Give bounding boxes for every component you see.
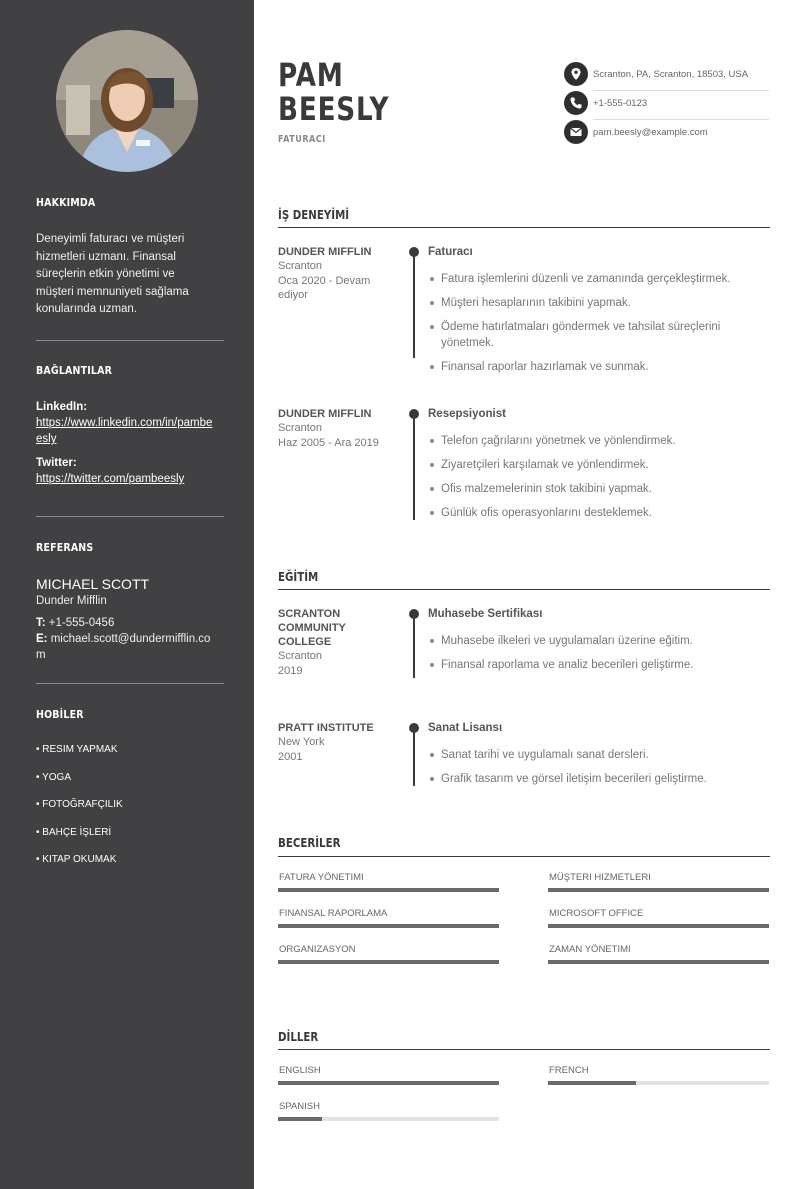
language-bar (548, 1081, 769, 1085)
level-fill (548, 924, 769, 928)
experience-entry (428, 245, 768, 383)
job-location: Scranton (278, 260, 323, 272)
job-dates: Oca 2020 - Devam ediyor (278, 274, 371, 301)
bullet-item: Muhasebe ilkeleri ve uygulamaları üzerine eğitim. (428, 633, 768, 649)
linkedin-link[interactable]: https://www.linkedin.com/in/pambeesly (36, 417, 213, 445)
job-title: Resepsiyonist (428, 408, 506, 420)
sidebar-divider (36, 683, 224, 684)
language-item (278, 1065, 499, 1085)
bullet-item: Ofis malzemelerinin stok takibini yapmak. (428, 481, 768, 497)
hobby-item: • KITAP OKUMAK (36, 854, 117, 865)
skill-bar (278, 888, 499, 892)
level-fill (278, 924, 499, 928)
location-pin-icon (564, 62, 588, 86)
profile-photo (56, 30, 198, 172)
level-fill (278, 960, 499, 964)
linkedin-label: LinkedIn: (36, 401, 88, 413)
bullet-item: Ziyaretçileri karşılamak ve yönlendirmek. (428, 457, 768, 473)
skill-bar (548, 960, 769, 964)
links-heading: BAĞLANTILAR (36, 364, 113, 377)
reference-heading: REFERANS (36, 541, 94, 554)
contact-phone: +1-555-0123 (564, 91, 769, 120)
hobby-item: • RESIM YAPMAK (36, 744, 118, 755)
skill-label: ZAMAN YÖNETIMI (549, 944, 631, 955)
company-name: DUNDER MIFFLIN (278, 408, 372, 420)
bullet-item: Ödeme hatırlatmaları göndermek ve tahsilat süreçlerini yönetmek. (428, 319, 768, 351)
sidebar (0, 0, 254, 1189)
hobby-item: • FOTOĞRAFÇILIK (36, 799, 123, 810)
skill-label: MICROSOFT OFFICE (549, 908, 644, 919)
bullet-item: Finansal raporlar hazırlamak ve sunmak. (428, 359, 768, 375)
skill-item (278, 908, 499, 928)
skill-bar (278, 924, 499, 928)
timeline-line (413, 414, 415, 520)
school-name: SCRANTON COMMUNITY COLLEGE (278, 608, 346, 648)
education-heading: EĞİTİM (278, 569, 319, 584)
bullet-item: Finansal raporlama ve analiz becerileri geliştirme. (428, 657, 768, 673)
school-name: PRATT INSTITUTE (278, 722, 374, 734)
school-location: New York (278, 736, 325, 748)
level-fill (548, 960, 769, 964)
bullet-item: Sanat tarihi ve uygulamalı sanat dersleri. (428, 747, 768, 763)
job-dates: Haz 2005 - Ara 2019 (278, 436, 379, 449)
reference-name: MICHAEL SCOTT (36, 576, 150, 592)
language-label: SPANISH (279, 1101, 321, 1112)
level-fill (548, 1081, 636, 1085)
bullet-item: Telefon çağrılarını yönetmek ve yönlendirmek. (428, 433, 768, 449)
language-bar (278, 1117, 499, 1121)
skills-heading: BECERİLER (278, 835, 341, 850)
section-rule (278, 589, 770, 590)
level-fill (278, 888, 499, 892)
experience-entry-meta (278, 245, 398, 303)
timeline-line (413, 728, 415, 786)
language-label: ENGLISH (279, 1065, 321, 1076)
education-entry-meta (278, 721, 398, 764)
contact-address: Scranton, PA, Scranton, 18503, USA (564, 62, 769, 91)
language-bar (278, 1081, 499, 1085)
full-name: PAM BEESLY (278, 56, 390, 128)
experience-entry-meta (278, 407, 398, 450)
section-rule (278, 227, 770, 228)
experience-heading: İŞ DENEYİMİ (278, 207, 350, 222)
skill-item (278, 872, 499, 892)
bullet-item: Günlük ofis operasyonlarını desteklemek. (428, 505, 768, 521)
languages-heading: DİLLER (278, 1029, 319, 1044)
level-fill (278, 1117, 322, 1121)
envelope-icon (564, 120, 588, 144)
bullet-item: Fatura işlemlerini düzenli ve zamanında gerçekleştirmek. (428, 271, 768, 287)
about-text: Deneyimli faturacı ve müşteri hizmetleri uzmanı. Finansal süreçlerin etkin yönetimi ve müşteri memnuniyeti sağlama konularında uzman. (36, 233, 189, 315)
twitter-link[interactable]: https://twitter.com/pambeesly (36, 473, 185, 485)
skill-label: FATURA YÖNETIMI (279, 872, 364, 883)
timeline-dot (409, 609, 419, 619)
school-year: 2019 (278, 664, 303, 677)
skill-label: FINANSAL RAPORLAMA (279, 908, 388, 919)
language-item (548, 1065, 769, 1085)
job-title: Faturacı (428, 246, 473, 258)
level-fill (548, 888, 769, 892)
skill-item (548, 908, 769, 928)
hobby-item: • YOGA (36, 771, 71, 783)
degree-title: Sanat Lisansı (428, 722, 503, 734)
reference-email: E: michael.scott@dundermifflin.com (36, 633, 211, 661)
contact-email: pam.beesly@example.com (564, 120, 769, 149)
twitter-label: Twitter: (36, 457, 77, 469)
sidebar-divider (36, 340, 224, 341)
skill-bar (278, 960, 499, 964)
school-location: Scranton (278, 650, 323, 662)
timeline-dot (409, 723, 419, 733)
section-rule (278, 1049, 770, 1050)
hobbies-heading: HOBİLER (36, 708, 84, 721)
degree-title: Muhasebe Sertifikası (428, 608, 543, 620)
hobby-item: • BAHÇE İŞLERİ (36, 826, 112, 838)
skill-label: ORGANIZASYON (279, 944, 356, 955)
school-year: 2001 (278, 750, 303, 763)
bullet-item: Grafik tasarım ve görsel iletişim becerileri geliştirme. (428, 771, 768, 787)
skill-item (278, 944, 499, 964)
language-label: FRENCH (549, 1065, 589, 1076)
skill-item (548, 872, 769, 892)
job-location: Scranton (278, 422, 323, 434)
timeline-dot (409, 247, 419, 257)
company-name: DUNDER MIFFLIN (278, 246, 372, 258)
bullet-item: Müşteri hesaplarının takibini yapmak. (428, 295, 768, 311)
about-heading: HAKKIMDA (36, 196, 96, 209)
skill-bar (548, 888, 769, 892)
language-item (278, 1101, 499, 1121)
section-rule (278, 856, 770, 857)
level-fill (278, 1081, 499, 1085)
timeline-line (413, 614, 415, 678)
job-role: FATURACI (278, 134, 326, 145)
sidebar-divider (36, 516, 224, 517)
timeline-line (413, 252, 415, 358)
skill-item (548, 944, 769, 964)
skill-label: MÜŞTERI HIZMETLERI (549, 872, 651, 883)
reference-company: Dunder Mifflin (36, 595, 107, 607)
phone-icon (564, 91, 588, 115)
skill-bar (548, 924, 769, 928)
education-entry (428, 721, 768, 795)
education-entry-meta (278, 607, 368, 678)
experience-entry (428, 407, 768, 529)
timeline-dot (409, 409, 419, 419)
education-entry (428, 607, 768, 681)
reference-phone: T: +1-555-0456 (36, 617, 115, 629)
